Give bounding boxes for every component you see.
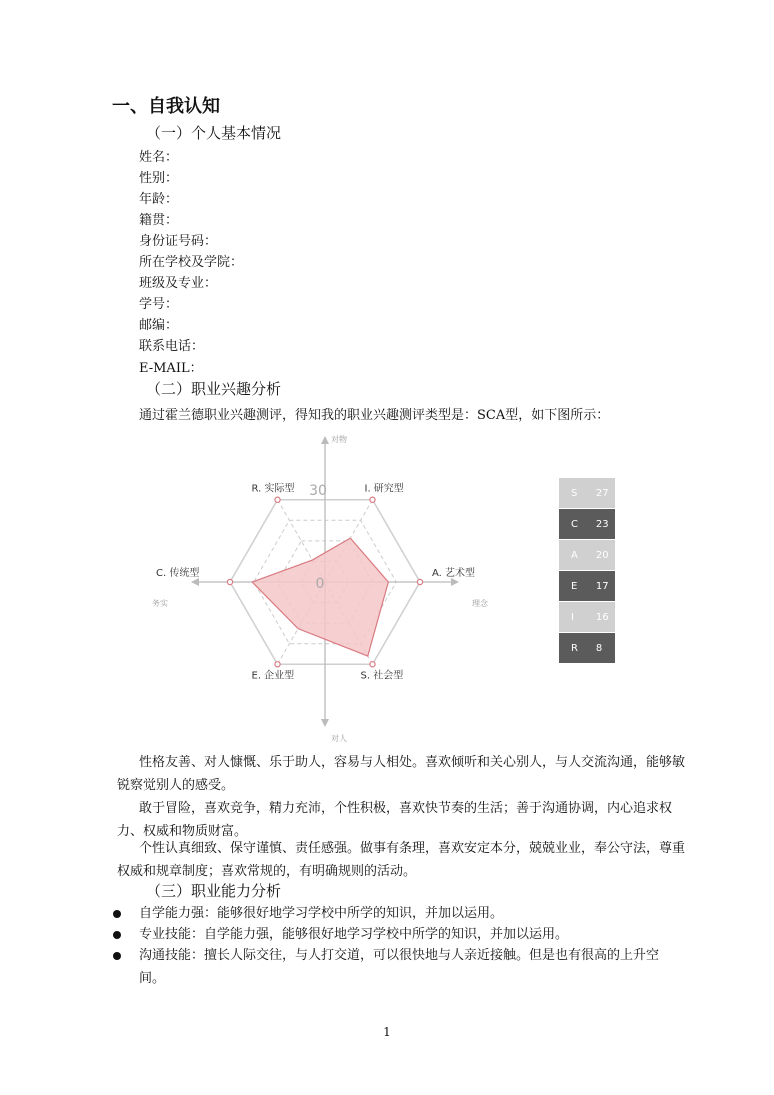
quadrant-label-left: 务实 <box>152 599 168 608</box>
ability-bullet-3: 沟通技能：擅长人际交往，与人打交道，可以很快地与人亲近接触。但是也有很高的上升空间。 <box>139 948 660 986</box>
score-row <box>559 633 615 664</box>
score-key: C <box>571 518 578 530</box>
section-title: 一、自我认知 <box>112 96 220 117</box>
score-row <box>559 602 615 633</box>
radar-axis-label-c: C. 传统型 <box>156 568 200 579</box>
score-table <box>559 478 615 664</box>
radar-vertex-marker <box>417 579 422 584</box>
arrow-left-icon <box>191 578 199 586</box>
ability-bullet-2: 专业技能：自学能力强，能够很好地学习学校中所学的知识，并加以运用。 <box>139 927 569 942</box>
score-value: 17 <box>595 580 609 592</box>
score-row <box>559 509 615 540</box>
score-value: 16 <box>595 611 609 623</box>
field-id-number: 身份证号码： <box>139 234 218 249</box>
radar-data-shape <box>252 538 388 656</box>
radar-vertex-marker <box>275 497 280 502</box>
bullet-icon <box>113 952 121 960</box>
score-row <box>559 478 615 509</box>
radar-vertex-marker <box>370 497 375 502</box>
score-key: A <box>571 549 578 561</box>
quadrant-label-right: 理念 <box>472 599 488 608</box>
score-value: 27 <box>595 487 609 499</box>
score-value: 23 <box>595 518 609 530</box>
score-key: R <box>571 642 578 654</box>
quadrant-label-bottom: 对人 <box>331 734 347 743</box>
personality-paragraph-2: 敢于冒险，喜欢竞争，精力充沛，个性积极，喜欢快节奏的生活；善于沟通协调，内心追求权力、权威和物质财富。 <box>117 801 673 839</box>
field-name: 姓名： <box>139 150 179 165</box>
radar-vertex-marker <box>370 662 375 667</box>
arrow-right-icon <box>451 578 459 586</box>
bullet-icon <box>113 910 121 918</box>
field-student-id: 学号： <box>139 297 179 312</box>
radar-vertex-marker <box>227 579 232 584</box>
arrow-down-icon <box>321 719 329 727</box>
field-email: E-MAIL： <box>139 361 203 376</box>
personality-paragraph-1: 性格友善、对人慷慨、乐于助人，容易与人相处。喜欢倾听和关心别人，与人交流沟通，能够敏锐察觉别人的感受。 <box>117 755 686 793</box>
radar-tick-max: 30 <box>309 483 327 499</box>
bullet-icon <box>113 931 121 939</box>
radar-axis-label-e: E. 企业型 <box>251 670 295 682</box>
interest-heading: （二）职业兴趣分析 <box>146 380 282 398</box>
holland-radar-chart <box>150 430 500 745</box>
score-row <box>559 571 615 602</box>
arrow-up-icon <box>321 436 329 444</box>
score-key: E <box>571 580 578 592</box>
personality-paragraph-3: 个性认真细致、保守谨慎、责任感强。做事有条理，喜欢安定本分，兢兢业业，奉公守法，尊重权威和规章制度；喜欢常规的，有明确规则的活动。 <box>117 841 686 879</box>
field-hometown: 籍贯： <box>139 213 179 228</box>
radar-tick-min: 0 <box>315 576 325 592</box>
field-school: 所在学校及学院： <box>139 255 244 270</box>
score-key: I <box>571 611 574 623</box>
score-row <box>559 540 615 571</box>
radar-axis-label-i: I. 研究型 <box>364 483 404 495</box>
ability-heading: （三）职业能力分析 <box>146 882 282 900</box>
radar-axis-label-a: A. 艺术型 <box>432 568 476 579</box>
quadrant-label-top: 对物 <box>331 435 347 444</box>
field-phone: 联系电话： <box>139 339 205 354</box>
ability-bullet-1: 自学能力强：能够很好地学习学校中所学的知识，并加以运用。 <box>139 906 504 921</box>
score-value: 20 <box>595 549 609 561</box>
score-value: 8 <box>595 642 603 654</box>
radar-axis-label-s: S. 社会型 <box>360 670 404 682</box>
interest-intro: 通过霍兰德职业兴趣测评，得知我的职业兴趣测评类型是：SCA型，如下图所示： <box>139 408 610 423</box>
score-key: S <box>571 487 578 499</box>
radar-vertex-marker <box>275 662 280 667</box>
field-class-major: 班级及专业： <box>139 276 218 291</box>
field-postcode: 邮编： <box>139 318 179 333</box>
field-gender: 性别： <box>139 171 179 186</box>
field-age: 年龄： <box>139 192 179 207</box>
basic-info-heading: （一）个人基本情况 <box>146 124 282 142</box>
page-number: 1 <box>383 1025 391 1039</box>
radar-axis-label-r: R. 实际型 <box>251 483 295 495</box>
